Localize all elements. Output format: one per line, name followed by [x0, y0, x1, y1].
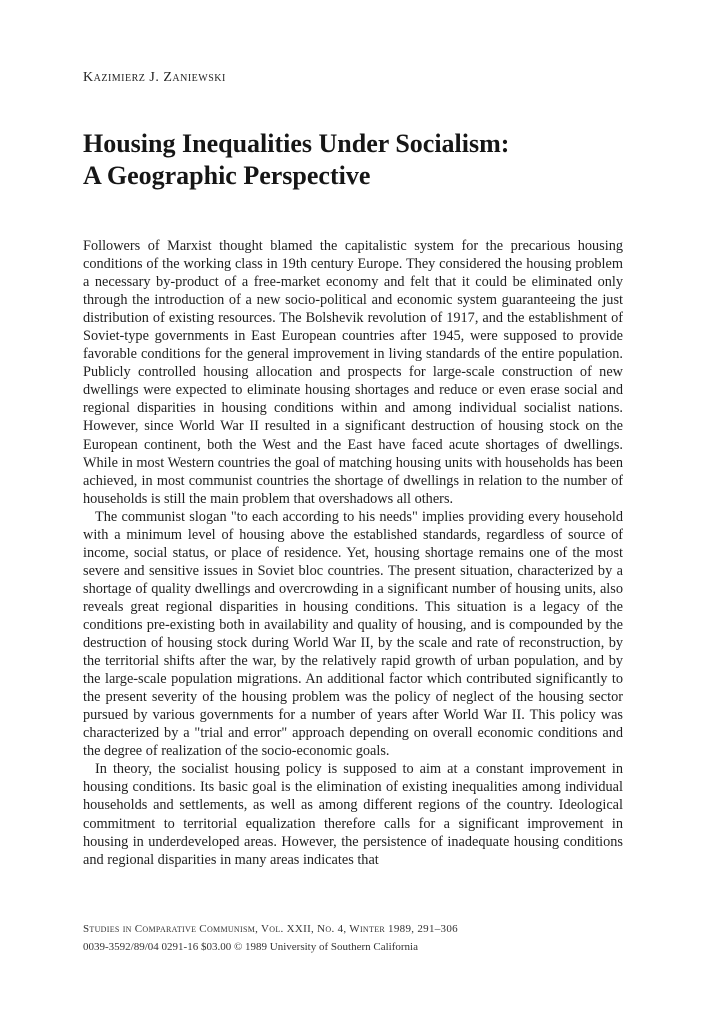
- title-line-1: Housing Inequalities Under Socialism:: [83, 129, 510, 158]
- paragraph-2: The communist slogan "to each according to his needs" implies providing every household with a minimum level of housing above the established standards, regardless of source of income, social status, or place of residence. Yet, housing shortage remains one of the most severe and sensitive issues in Soviet bloc countries. The present situation, characterized by a shortage of quality dwellings and overcrowding in a significant number of housing units, also reveals great regional disparities in housing conditions. This situation is a legacy of the conditions pre-existing both in availability and quality of housing, and is compounded by the destruction of housing stock during World War II, by the scale and rate of reconstruction, by the territorial shifts after the war, by the relatively rapid growth of urban population, and by the large-scale population migrations. An additional factor which contributed significantly to the present severity of the housing problem was the policy of neglect of the housing sector pursued by various governments for a number of years after World War II. This policy was characterized by a "trial and error" approach depending on overall economic conditions and the degree of realization of the socio-economic goals.: [83, 508, 623, 760]
- page-footer: [83, 920, 623, 956]
- article-title: [83, 128, 643, 192]
- title-line-2: A Geographic Perspective: [83, 161, 371, 190]
- journal-citation: Studies in Comparative Communism, Vol. XXII, No. 4, Winter 1989, 291–306: [83, 923, 458, 935]
- author-name: Kazimierz J. Zaniewski: [83, 70, 226, 85]
- copyright-line: 0039-3592/89/04 0291-16 $03.00 © 1989 University of Southern California: [83, 941, 418, 953]
- paragraph-1: Followers of Marxist thought blamed the capitalistic system for the precarious housing conditions of the working class in 19th century Europe. They considered the housing problem a necessary by-product of a free-market economy and felt that it could be eliminated only through the introduction of a new socio-political and economic system guaranteeing the just distribution of existing resources. The Bolshevik revolution of 1917, and the establishment of Soviet-type governments in East European countries after 1945, were supposed to provide favorable conditions for the general improvement in living standards of the entire population. Publicly controlled housing allocation and prospects for large-scale construction of new dwellings were expected to eliminate housing shortages and reduce or even erase social and regional disparities in housing conditions within and among individual socialist nations. However, since World War II resulted in a significant destruction of housing stock on the European continent, both the West and the East have faced acute shortages of dwellings. While in most Western countries the goal of matching housing units with households has been achieved, in most communist countries the shortage of dwellings in relation to the number of households is still the main problem that overshadows all others.: [83, 238, 623, 507]
- paragraph-3: In theory, the socialist housing policy is supposed to aim at a constant improvement in housing conditions. Its basic goal is the elimination of existing inequalities among individual households and settlements, as well as among different regions of the country. Ideological commitment to territorial equalization therefore calls for a significant improvement in housing in underdeveloped areas. However, the persistence of inadequate housing conditions and regional disparities in many areas indicates that: [83, 761, 623, 868]
- article-body: [83, 237, 623, 869]
